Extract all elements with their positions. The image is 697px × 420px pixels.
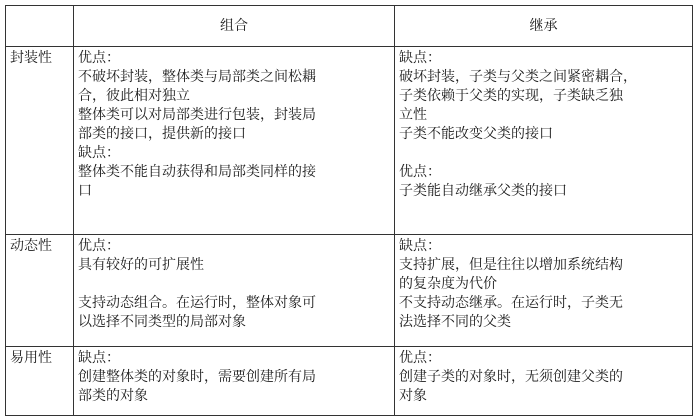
cell-line: 优点： bbox=[399, 350, 441, 366]
cell-line: 缺点： bbox=[78, 350, 120, 366]
cell-line: 整体类不能自动获得和局部类同样的接 bbox=[78, 164, 316, 180]
cell-line: 不支持动态继承。在运行时，子类无 bbox=[399, 295, 623, 311]
cell-line: 具有较好的可扩展性 bbox=[78, 257, 204, 273]
inheritance-cell bbox=[395, 47, 693, 235]
cell-line: 破坏封装，子类与父类之间紧密耦合， bbox=[399, 69, 637, 85]
cell-line: 法选择不同的父类 bbox=[399, 314, 511, 330]
blank-line bbox=[399, 144, 688, 163]
inheritance-cell bbox=[395, 235, 693, 347]
cell-line: 创建整体类的对象时，需要创建所有局 bbox=[78, 369, 316, 385]
cell-line: 不破坏封装，整体类与局部类之间松耦 bbox=[78, 69, 316, 85]
composition-cell bbox=[74, 347, 395, 416]
composition-cell bbox=[74, 47, 395, 235]
cell-line: 合，彼此相对独立 bbox=[78, 88, 190, 104]
cell-line: 子类不能改变父类的接口 bbox=[399, 126, 553, 142]
cell-line: 缺点： bbox=[78, 145, 120, 161]
cell-line: 部类的接口，提供新的接口 bbox=[78, 126, 246, 142]
cell-line: 立性 bbox=[399, 107, 427, 123]
cell-line: 口 bbox=[78, 183, 92, 199]
header-empty-cell bbox=[6, 6, 74, 47]
cell-line: 子类能自动继承父类的接口 bbox=[399, 183, 567, 199]
header-inheritance: 继承 bbox=[395, 6, 693, 47]
aspect-label: 动态性 bbox=[6, 235, 74, 347]
table-row-encapsulation bbox=[6, 47, 693, 235]
cell-line: 优点： bbox=[78, 50, 120, 66]
cell-line: 缺点： bbox=[399, 238, 441, 254]
aspect-label: 易用性 bbox=[6, 347, 74, 416]
cell-line: 子类依赖于父类的实现，子类缺乏独 bbox=[399, 88, 623, 104]
cell-line: 缺点： bbox=[399, 50, 441, 66]
cell-line: 支持扩展，但是往往以增加系统结构 bbox=[399, 257, 623, 273]
aspect-label: 封装性 bbox=[6, 47, 74, 235]
cell-line: 支持动态组合。在运行时，整体对象可 bbox=[78, 295, 316, 311]
table-row-usability bbox=[6, 347, 693, 416]
cell-line: 以选择不同类型的局部对象 bbox=[78, 314, 246, 330]
comparison-table bbox=[5, 5, 693, 416]
table-row-dynamism bbox=[6, 235, 693, 347]
cell-line: 优点： bbox=[399, 164, 441, 180]
cell-line: 整体类可以对局部类进行包装，封装局 bbox=[78, 107, 316, 123]
blank-line bbox=[78, 275, 390, 294]
cell-line: 部类的对象 bbox=[78, 388, 148, 404]
cell-line: 对象 bbox=[399, 388, 427, 404]
cell-line: 优点： bbox=[78, 238, 120, 254]
header-row bbox=[6, 6, 693, 47]
cell-line: 的复杂度为代价 bbox=[399, 276, 497, 292]
inheritance-cell bbox=[395, 347, 693, 416]
composition-cell bbox=[74, 235, 395, 347]
header-composition: 组合 bbox=[74, 6, 395, 47]
cell-line: 创建子类的对象时，无须创建父类的 bbox=[399, 369, 623, 385]
